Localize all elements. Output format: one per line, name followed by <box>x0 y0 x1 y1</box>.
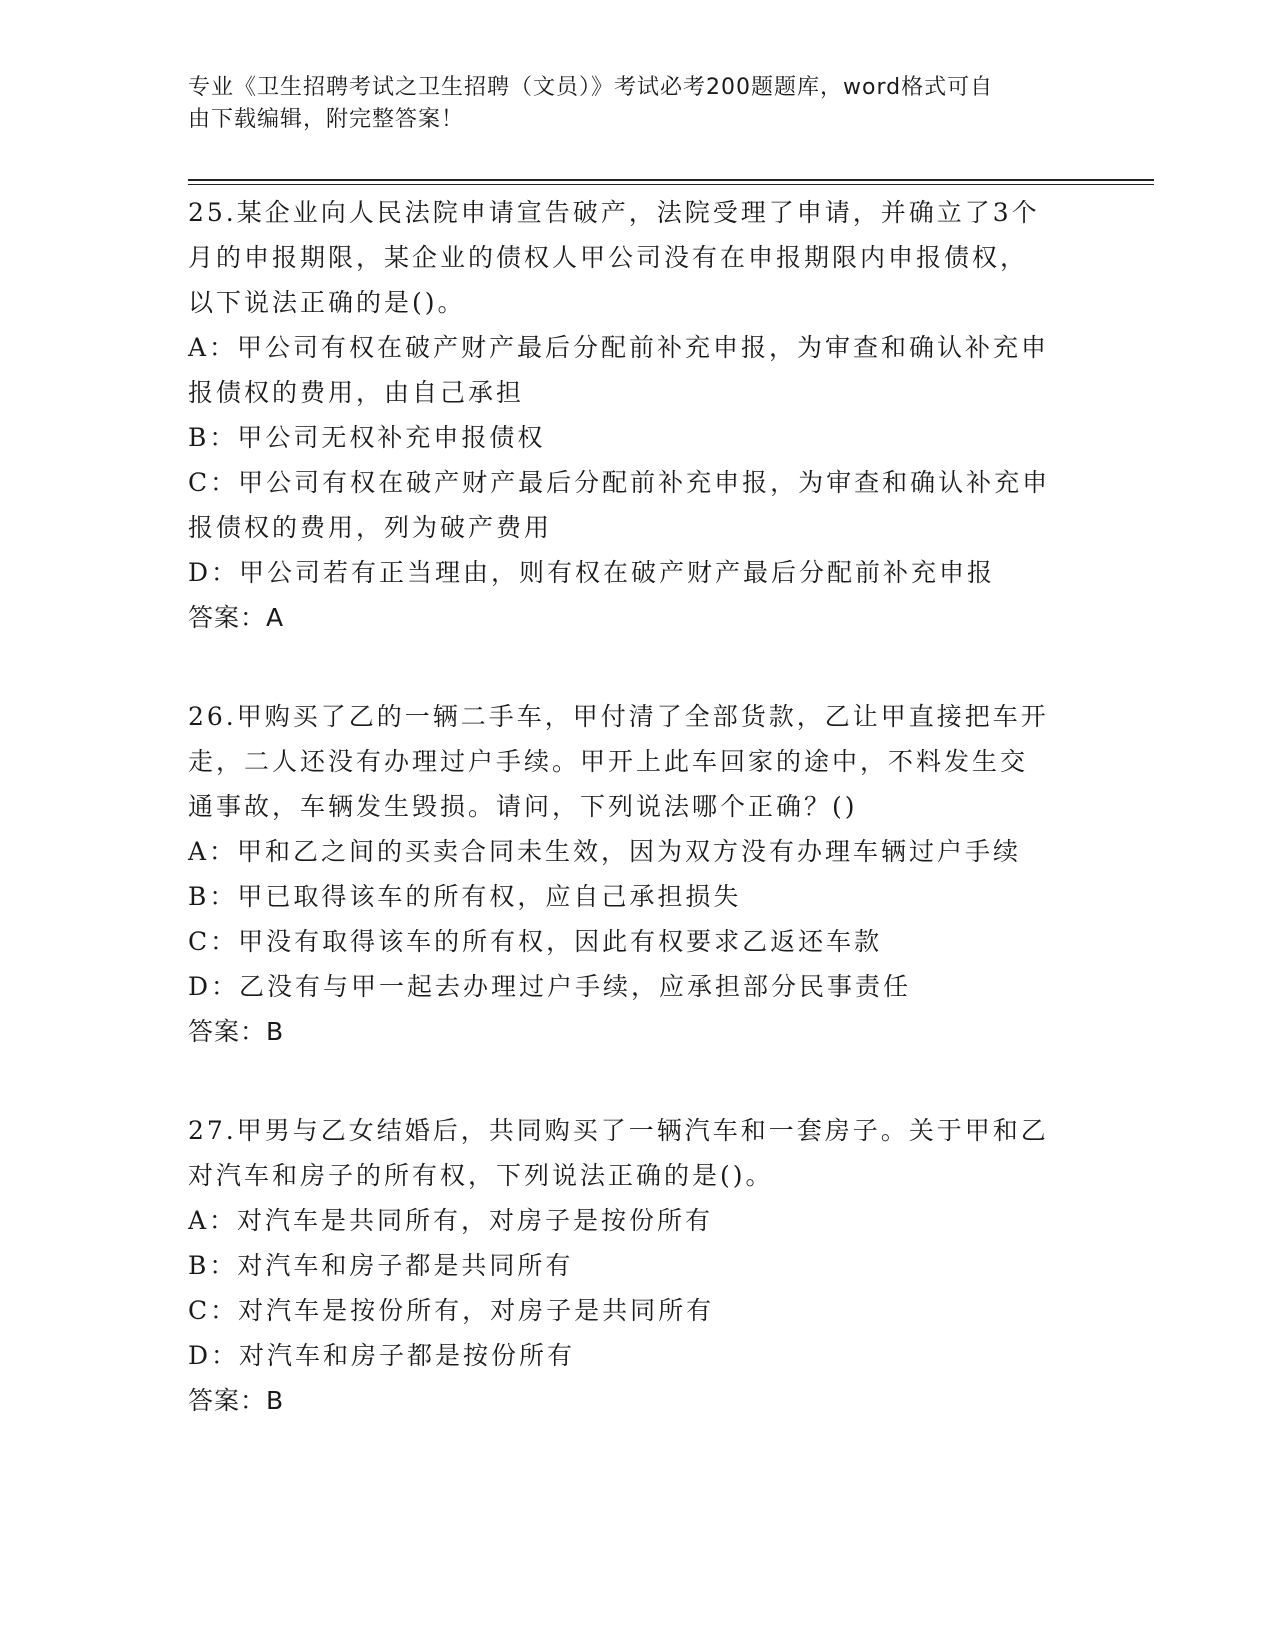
option-line: C：甲公司有权在破产财产最后分配前补充申报，为审查和确认补充申 <box>188 468 1051 497</box>
option-line: 报债权的费用，由自己承担 <box>188 378 525 407</box>
option-line: D：甲公司若有正当理由，则有权在破产财产最后分配前补充申报 <box>188 558 996 587</box>
header-line-1: 专业《卫生招聘考试之卫生招聘（文员）》考试必考200题题库，word格式可自 <box>188 75 994 100</box>
option-line: A：甲和乙之间的买卖合同未生效，因为双方没有办理车辆过户手续 <box>188 837 1022 866</box>
question-stem-line: 通事故，车辆发生毁损。请问，下列说法哪个正确？() <box>188 792 858 821</box>
question-stem-line: 以下说法正确的是()。 <box>188 288 466 317</box>
question-stem-line: 25.某企业向人民法院申请宣告破产，法院受理了申请，并确立了3个 <box>188 198 1040 227</box>
option-line: B：对汽车和房子都是共同所有 <box>188 1251 574 1280</box>
question-stem-line: 月的申报期限，某企业的债权人甲公司没有在申报期限内申报债权， <box>188 243 1029 272</box>
question-stem-line: 27.甲男与乙女结婚后，共同购买了一辆汽车和一套房子。关于甲和乙 <box>188 1116 1049 1145</box>
answer-line: 答案：A <box>188 603 285 632</box>
option-line: B：甲已取得该车的所有权，应自己承担损失 <box>188 882 742 911</box>
answer-line: 答案：B <box>188 1017 285 1046</box>
option-line: A：甲公司有权在破产财产最后分配前补充申报，为审查和确认补充申 <box>188 333 1050 362</box>
question-stem-line: 对汽车和房子的所有权，下列说法正确的是()。 <box>188 1161 774 1190</box>
header-line-2: 由下载编辑，附完整答案！ <box>188 107 465 132</box>
question-list <box>188 190 1088 1477</box>
header-divider-thin <box>188 184 1154 185</box>
option-line: D：对汽车和房子都是按份所有 <box>188 1341 576 1370</box>
document-header <box>188 72 1068 136</box>
answer-line: 答案：B <box>188 1386 285 1415</box>
option-line: D：乙没有与甲一起去办理过户手续，应承担部分民事责任 <box>188 972 912 1001</box>
question-25 <box>188 190 1088 640</box>
question-26 <box>188 694 1088 1054</box>
question-stem-line: 走，二人还没有办理过户手续。甲开上此车回家的途中，不料发生交 <box>188 747 1029 776</box>
question-27 <box>188 1108 1088 1423</box>
header-divider-thick <box>188 179 1154 181</box>
question-stem-line: 26.甲购买了乙的一辆二手车，甲付清了全部货款，乙让甲直接把车开 <box>188 702 1049 731</box>
option-line: C：对汽车是按份所有，对房子是共同所有 <box>188 1296 715 1325</box>
option-line: A：对汽车是共同所有，对房子是按份所有 <box>188 1206 714 1235</box>
option-line: 报债权的费用，列为破产费用 <box>188 513 553 542</box>
option-line: B：甲公司无权补充申报债权 <box>188 423 546 452</box>
option-line: C：甲没有取得该车的所有权，因此有权要求乙返还车款 <box>188 927 883 956</box>
